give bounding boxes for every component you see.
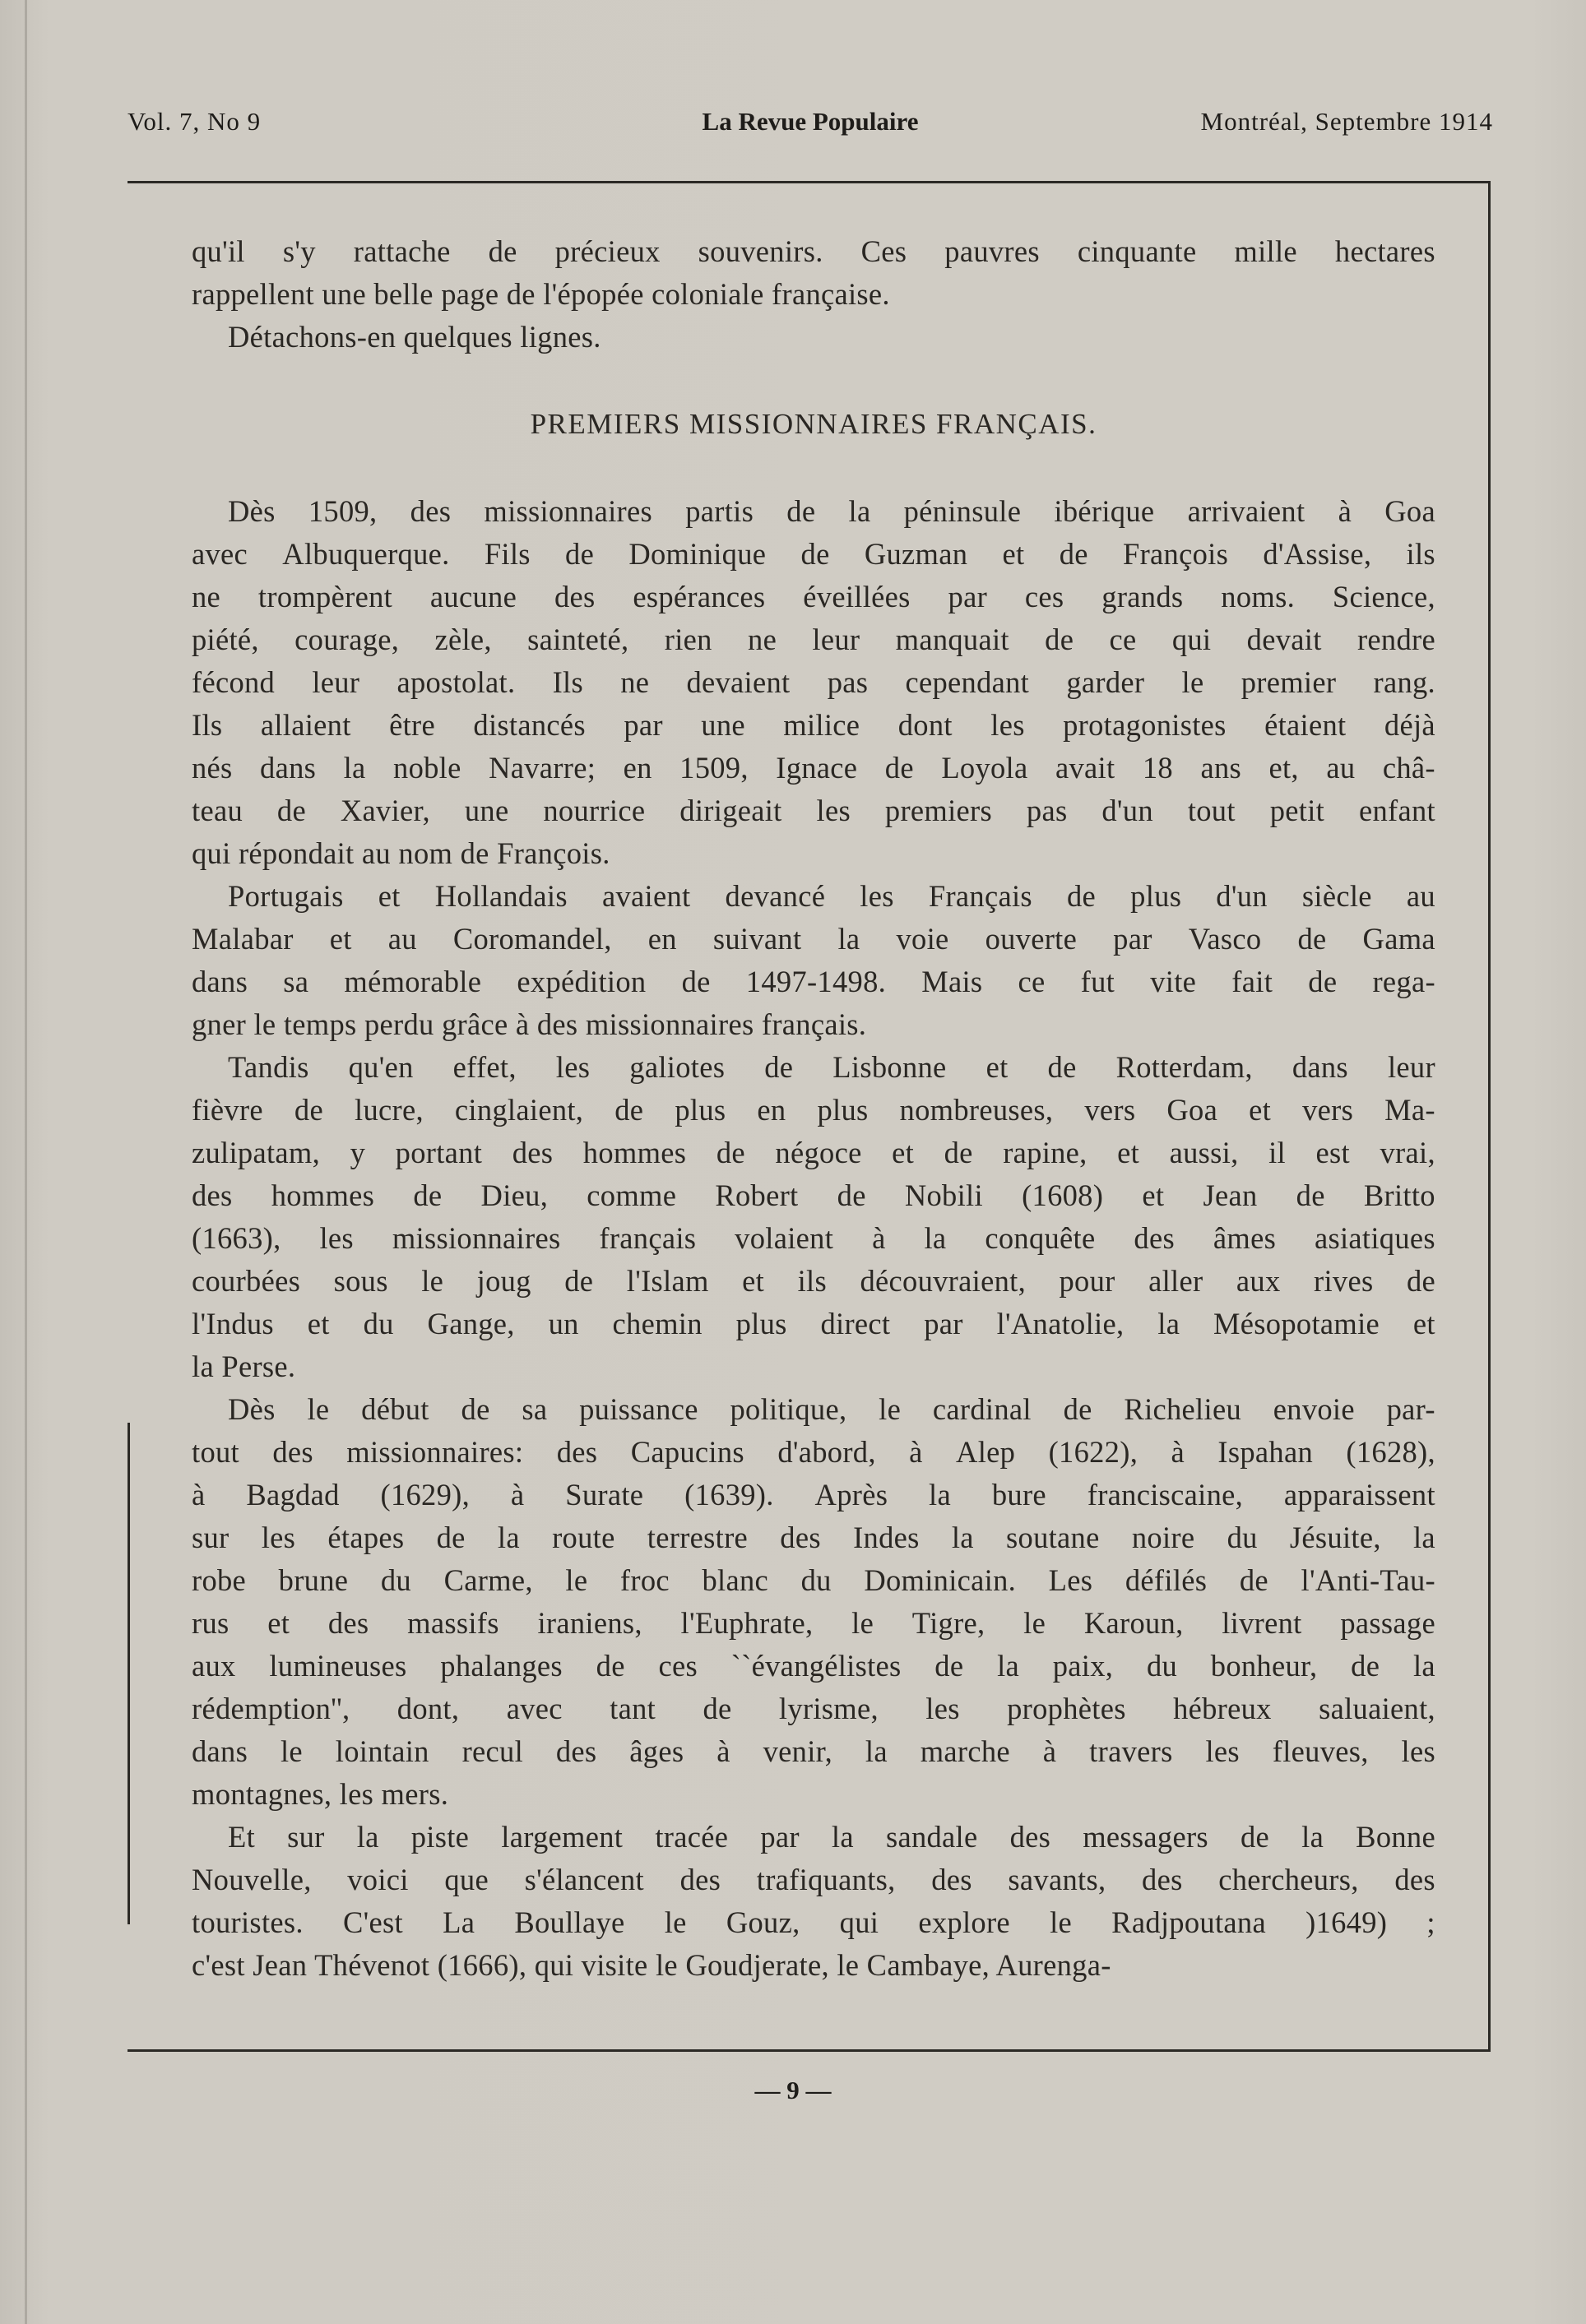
text-line: Et sur la piste largement tracée par la sandale des messagers de la Bonne — [228, 1820, 1435, 1854]
text-line: robe brune du Carme, le froc blanc du Dominicain. Les défilés de l'Anti-Tau- — [192, 1563, 1435, 1597]
text-line: Malabar et au Coromandel, en suivant la voie ouverte par Vasco de Gama — [192, 922, 1435, 956]
paragraph — [192, 1816, 1435, 1987]
text-line: qu'il s'y rattache de précieux souvenirs. Ces pauvres cinquante mille hectares — [192, 234, 1435, 268]
text-line: Ils allaient être distancés par une milice dont les protagonistes étaient déjà — [192, 708, 1435, 742]
text-line: piété, courage, zèle, sainteté, rien ne leur manquait de ce qui devait rendre — [192, 623, 1435, 656]
text-line: Portugais et Hollandais avaient devancé les Français de plus d'un siècle au — [228, 879, 1435, 913]
article-body — [192, 230, 1435, 1987]
page-fold-edge — [25, 0, 27, 2324]
text-line: rappellent une belle page de l'épopée coloniale française. — [192, 277, 890, 311]
text-line: dans le lointain recul des âges à venir, la marche à travers les fleuves, les — [192, 1734, 1435, 1768]
text-line: teau de Xavier, une nourrice dirigeait les premiers pas d'un tout petit enfant — [192, 794, 1435, 827]
text-line: fécond leur apostolat. Ils ne devaient pas cependant garder le premier rang. — [192, 665, 1435, 699]
text-line: gner le temps perdu grâce à des missionnaires français. — [192, 1007, 867, 1041]
paragraph — [192, 490, 1435, 875]
text-line: à Bagdad (1629), à Surate (1639). Après la bure franciscaine, apparaissent — [192, 1478, 1435, 1512]
text-line: (1663), les missionnaires français volaient à la conquête des âmes asiatiques — [192, 1221, 1435, 1255]
text-line: rus et des massifs iraniens, l'Euphrate, le Tigre, le Karoun, livrent passage — [192, 1606, 1435, 1640]
text-line: Dès 1509, des missionnaires partis de la péninsule ibérique arrivaient à Goa — [228, 494, 1435, 528]
text-line: nés dans la noble Navarre; en 1509, Ignace de Loyola avait 18 ans et, au châ- — [192, 751, 1435, 785]
text-line: aux lumineuses phalanges de ces ``évangélistes de la paix, du bonheur, de la — [192, 1649, 1435, 1683]
text-line: ne trompèrent aucune des espérances éveillées par ces grands noms. Science, — [192, 580, 1435, 613]
text-line: Dès le début de sa puissance politique, le cardinal de Richelieu envoie par- — [228, 1392, 1435, 1426]
text-line: qui répondait au nom de François. — [192, 836, 610, 870]
text-line: Nouvelle, voici que s'élancent des trafiquants, des savants, des chercheurs, des — [192, 1863, 1435, 1896]
paragraph — [192, 875, 1435, 1046]
text-line: c'est Jean Thévenot (1666), qui visite le Goudjerate, le Cambaye, Aurenga- — [192, 1948, 1111, 1982]
text-line: avec Albuquerque. Fils de Dominique de Guzman et de François d'Assise, ils — [192, 537, 1435, 571]
running-header — [128, 107, 1493, 148]
page-number: — 9 — — [754, 2076, 832, 2104]
paragraph — [192, 316, 1435, 359]
text-line: l'Indus et du Gange, un chemin plus direct par l'Anatolie, la Mésopotamie et — [192, 1307, 1435, 1340]
paragraph — [192, 1388, 1435, 1816]
text-line: touristes. C'est La Boullaye le Gouz, qui explore le Radjpoutana )1649) ; — [192, 1905, 1435, 1939]
text-line: des hommes de Dieu, comme Robert de Nobili (1608) et Jean de Britto — [192, 1178, 1435, 1212]
text-line: dans sa mémorable expédition de 1497-1498. Mais ce fut vite fait de rega- — [192, 965, 1435, 998]
text-line: rédemption'', dont, avec tant de lyrisme, les prophètes hébreux saluaient, — [192, 1692, 1435, 1725]
text-frame-left-rule — [128, 1423, 130, 1924]
text-line: tout des missionnaires: des Capucins d'abord, à Alep (1622), à Ispahan (1628), — [192, 1435, 1435, 1469]
section-heading: PREMIERS MISSIONNAIRES FRANÇAIS. — [530, 408, 1097, 440]
publication-title: La Revue Populaire — [702, 107, 919, 136]
paragraph — [192, 1046, 1435, 1388]
issue-date: Montréal, Septembre 1914 — [1200, 107, 1493, 136]
text-line: Tandis qu'en effet, les galiotes de Lisbonne et de Rotterdam, dans leur — [228, 1050, 1435, 1084]
volume-number: Vol. 7, No 9 — [128, 107, 262, 136]
text-line: Détachons-en quelques lignes. — [228, 320, 601, 354]
text-line: la Perse. — [192, 1349, 296, 1383]
text-line: fièvre de lucre, cinglaient, de plus en plus nombreuses, vers Goa et vers Ma- — [192, 1093, 1435, 1127]
text-line: zulipatam, y portant des hommes de négoce et de rapine, et aussi, il est vrai, — [192, 1136, 1435, 1169]
text-line: sur les étapes de la route terrestre des Indes la soutane noire du Jésuite, la — [192, 1521, 1435, 1554]
text-line: montagnes, les mers. — [192, 1777, 449, 1811]
text-line: courbées sous le joug de l'Islam et ils découvraient, pour aller aux rives de — [192, 1264, 1435, 1298]
paragraph — [192, 230, 1435, 316]
